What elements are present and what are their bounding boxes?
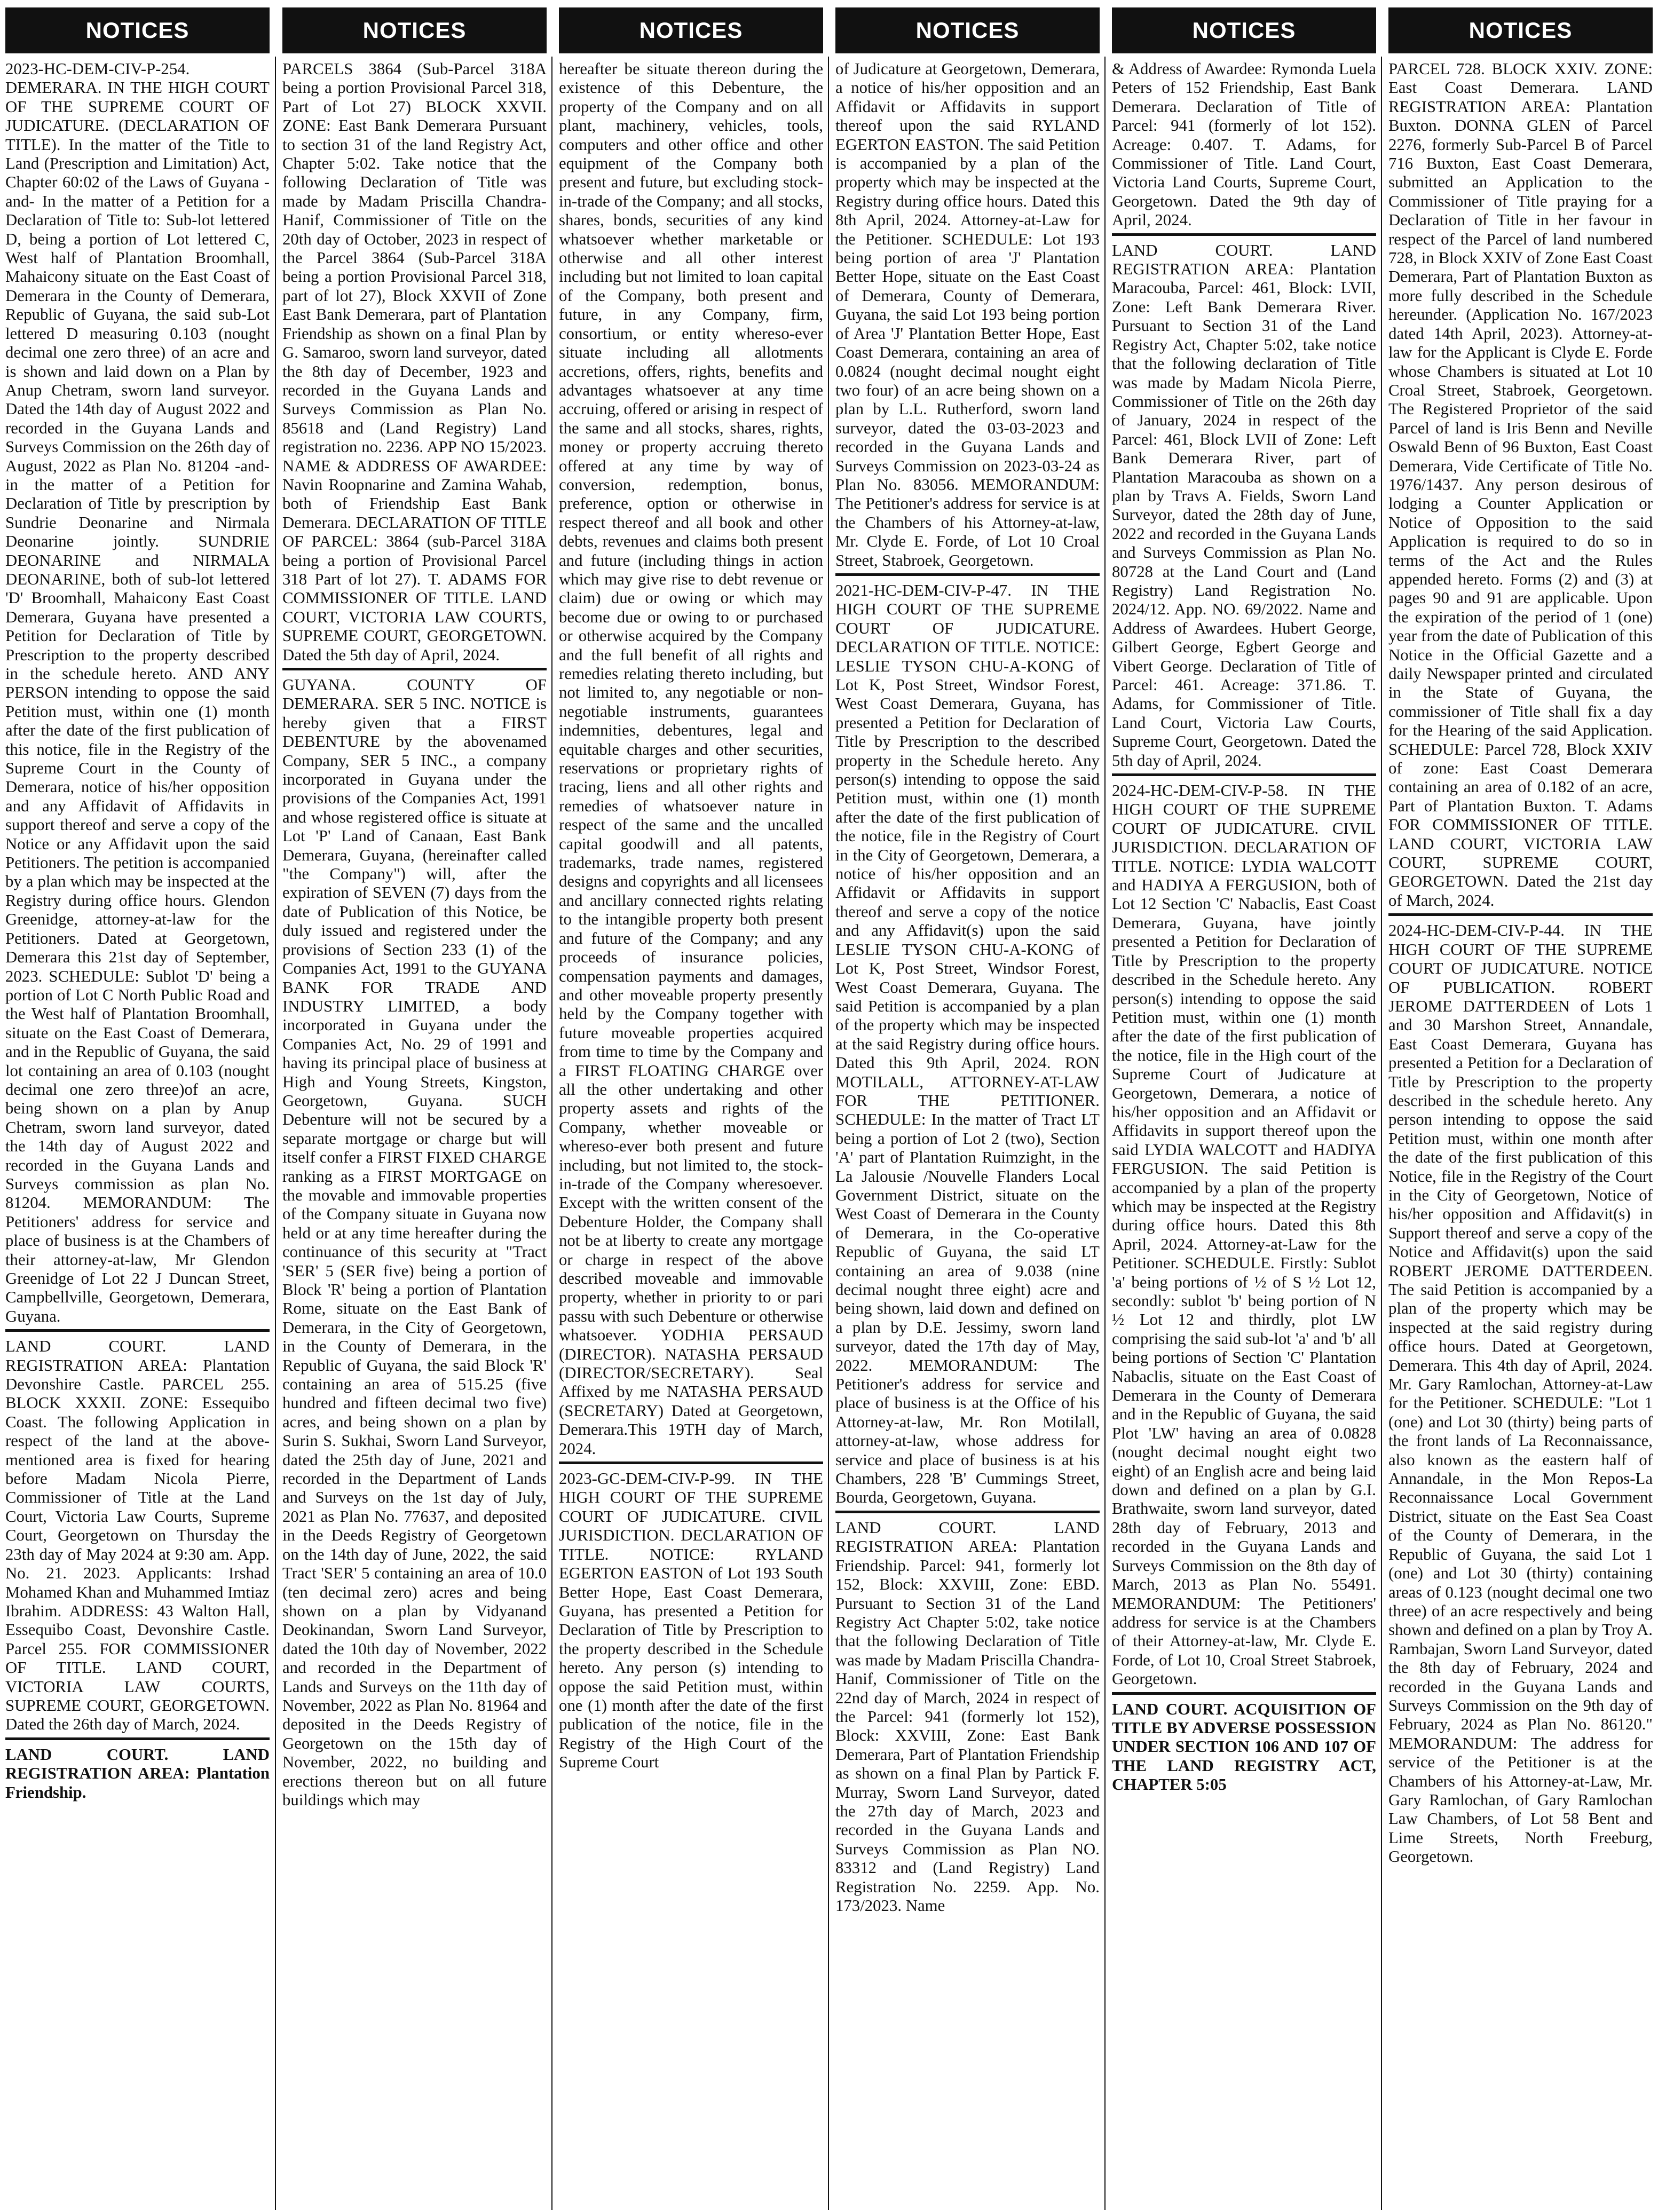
column-divider	[1381, 57, 1382, 2210]
column-3	[559, 7, 823, 2210]
notices-header: NOTICES	[282, 7, 547, 53]
notice-text: LAND COURT. LAND REGISTRATION AREA: Plantation Devonshire Castle. PARCEL 255. BLOCK XXXII. ZONE: Essequibo Coast. The following Application in respect of the land at the above-mentioned area is fixed for hearing before Madam Nicola Pierre, Commissioner of Title at the Land Court, Victoria Law Courts, Supreme Court, Georgetown on Thursday the 23th day of May 2024 at 9:30 am. App. No. 21. 2023. Applicants: Irshad Mohamed Khan and Muhammed Imtiaz Ibrahim. ADDRESS: 43 Walton Hall, Essequibo Coast, Devonshire Castle. Parcel 255. FOR COMMISSIONER OF TITLE. LAND COURT, VICTORIA LAW COURTS, SUPREME COURT, GEORGETOWN. Dated the 26th day of March, 2024.	[5, 1337, 270, 1734]
notices-header: NOTICES	[1112, 7, 1376, 53]
column-divider	[828, 57, 829, 2210]
notices-header: NOTICES	[835, 7, 1100, 53]
notice-text: 2024-HC-DEM-CIV-P-44. IN THE HIGH COURT OF THE SUPREME COURT OF JUDICATURE. NOTICE OF PUBLICATION. ROBERT JEROME DATTERDEEN of Lots 1 and 30 Marshon Street, Annandale, East Coast Demerara, Guyana has presented a Petition for a Declaration of Title by Prescription to the property described in the schedule hereto. Any person intending to oppose the said Petition must, within one month after the date of the first publication of this Notice, file in the Registry of the Court in the City of Georgetown, Notice of his/her opposition and Affidavit(s) in Support thereof and serve a copy of the Notice and Affidavit(s) upon the said ROBERT JEROME DATTERDEEN. The said Petition is accompanied by a plan of the property which may be inspected at the said registry during office hours. Dated at Georgetown, Demerara. This 4th day of April, 2024. Mr. Gary Ramlochan, Attorney-at-Law for the Petitioner. SCHEDULE: "Lot 1 (one) and Lot 30 (thirty) being parts of the front lands of La Reconnaissance, also known as the eastern half of Annandale, in the Mon Repos-La Reconnaissance Local Government District, situate on the East Sea Coast of the County of Demerara, in the Republic of Guyana, the said Lot 1 (one) and Lot 30 (thirty) containing areas of 0.123 (nought decimal one two three) of an acre respectively and being shown and defined on a plan by Troy A. Rambajan, Sworn Land Surveyor, dated the 8th day of February, 2024 and recorded in the Guyana Lands and Surveys Commission on the 9th day of February, 2024 as Plan No. 86120." MEMORANDUM: The address for service of the Petitioner is at the Chambers of his Attorney-at-Law, Mr. Gary Ramlochan, of Gary Ramlochan Law Chambers, of Lot 58 Bent and Lime Streets, North Freeburg, Georgetown.	[1388, 921, 1653, 1866]
notices-header: NOTICES	[1388, 7, 1653, 53]
notice	[1112, 781, 1376, 1695]
column-5	[1112, 7, 1376, 2210]
column-divider	[1104, 57, 1106, 2210]
notice-text: PARCELS 3864 (Sub-Parcel 318A being a portion Provisional Parcel 318, Part of Lot 27) BLOCK XXVII. ZONE: East Bank Demerara Pursuant to section 31 of the land Registry Act, Chapter 5:02. Take notice that the following Declaration of Title was made by Madam Priscilla Chandra-Hanif, Commissioner of Title on the 20th day of October, 2023 in respect of the Parcel 3864 (Sub-Parcel 318A being a portion Provisional Parcel 318, part of lot 27), Block XXVII of Zone East Bank Demerara, part of Plantation Friendship as shown on a final Plan by G. Samaroo, sworn land surveyor, dated the 8th day of December, 1923 and recorded in the Guyana Lands and Surveys Commission as Plan No. 85618 and (Land Registry) Land registration no. 2236. APP NO 15/2023. NAME & ADDRESS OF AWARDEE: Navin Roopnarine and Zamina Wahab, both of Friendship East Bank Demerara. DECLARATION OF TITLE OF PARCEL: 3864 (sub-Parcel 318A being a portion of Provisional Parcel 318 Part of lot 27). T. ADAMS FOR COMMISSIONER OF TITLE. LAND COURT, VICTORIA LAW COURTS, SUPREME COURT, GEORGETOWN. Dated the 5th day of April, 2024.	[282, 60, 547, 664]
column-1	[5, 7, 270, 2210]
notice	[835, 581, 1100, 1513]
notice-text: GUYANA. COUNTY OF DEMERARA. SER 5 INC. NOTICE is hereby given that a FIRST DEBENTURE by the abovenamed Company, SER 5 INC., a company incorporated in Guyana under the provisions of the Companies Act, 1991 and whose registered office is situate at Lot 'P' Land of Canaan, East Bank Demerara, Guyana, (hereinafter called "the Company") will, after the expiration of SEVEN (7) days from the date of Publication of this Notice, be duly issued and registered under the provisions of Section 233 (1) of the Companies Act, 1991 to the GUYANA BANK FOR TRADE AND INDUSTRY LIMITED, a body incorporated in Guyana under the Companies Act, No. 29 of 1991 and having its principal place of business at High and Young Streets, Kingston, Georgetown, Guyana. SUCH Debenture will not be secured by a separate mortgage or charge but will itself confer a FIRST FIXED CHARGE ranking as a FIRST MORTGAGE on the movable and immovable properties of the Company situate in Guyana now held or at any time hereafter during the continuance of this security at "Tract 'SER' 5 (SER five) being a portion of Block 'R' being a portion of Plantation Rome, situate on the East Bank of Demerara, in the City of Georgetown, in the County of Demerara, in the Republic of Guyana, the said Block 'R' containing an area of 515.25 (five hundred and fifteen decimal two five) acres, and being shown on a plan by Surin S. Sukhai, Sworn Land Surveyor, dated the 25th day of June, 2021 and recorded in the Department of Lands and Surveys on the 1st day of July, 2021 as Plan No. 77637, and deposited in the Deeds Registry of Georgetown on the 14th day of June, 2022, the said Tract 'SER' 5 containing an area of 10.0 (ten decimal zero) acres and being shown on a plan by Vidyanand Deokinandan, Sworn Land Surveyor, dated the 10th day of November, 2022 and recorded in the Department of Lands and Surveys on the 11th day of November, 2022 as Plan No. 81964 and deposited in the Deeds Registry of Georgetown on the 15th day of November, 2022, no building and erections thereon but on all future buildings which may	[282, 676, 547, 1809]
notice	[835, 60, 1100, 576]
column-2	[282, 7, 547, 2210]
notice-text: 2024-HC-DEM-CIV-P-58. IN THE HIGH COURT OF THE SUPREME COURT OF JUDICATURE. CIVIL JURISDICTION. DECLARATION OF TITLE. NOTICE: LYDIA WALCOTT and HADIYA A FERGUSION, both of Lot 12 Section 'C' Nabaclis, East Coast Demerara, Guyana, have jointly presented a Petition for Declaration of Title by Prescription to the property described in the Schedule hereto. Any person(s) intending to oppose the said Petition must, within one (1) month after the date of the first publication of the notice, file in the High court of the Supreme Court of Judicature at Georgetown, Demerara, a notice of his/her opposition and an Affidavit or Affidavits in support thereof upon the said LYDIA WALCOTT and HADIYA FERGUSION. The said Petition is accompanied by a plan of the property which may be inspected at the Registry during office hours. Dated this 8th April, 2024. Attorney-at-Law for the Petitioner. SCHEDULE. Firstly: Sublot 'a' being portions of ½ of S ½ Lot 12, secondly: sublot 'b' being portion of N ½ Lot 12 and thirdly, plot LW comprising the said sub-lot 'a' and 'b' all being portions of Section 'C' Plantation Nabaclis, situate on the East Coast of Demerara in the County of Demerara and in the Republic of Guyana, the said Plot 'LW' having an area of 0.0828 (nought decimal nought eight two eight) of an English acre and being laid down and defined on a plan by G.I. Brathwaite, sworn land surveyor, dated 28th day of February, 2013 and recorded in the Guyana Lands and Surveys Commission on the 8th day of March, 2013 as Plan No. 55491. MEMORANDUM: The Petitioners' address for service is at the Chambers of their Attorney-at-law, Mr. Clyde E. Forde, of Lot 10, Croal Street Stabroek, Georgetown.	[1112, 781, 1376, 1688]
notice	[5, 1745, 270, 1805]
notices-header: NOTICES	[559, 7, 823, 53]
top-rule	[0, 0, 1658, 3]
column-4	[835, 7, 1100, 2210]
notice-text: LAND COURT. LAND REGISTRATION AREA: Plantation Maracouba, Parcel: 461, Block: LVII, Zone: Left Bank Demerara River. Pursuant to Section 31 of the Land Registry Act, Chapter 5:02, take notice that the following declaration of Title was made by Madam Nicola Pierre, Commissioner of Title on the 26th day of January, 2024 in respect of the Parcel: 461, Block LVII of Zone: Left Bank Demerara River, part of Plantation Maracouba as shown on a plan by Travs A. Fields, Sworn Land Surveyor, dated the 28th day of June, 2022 and recorded in the Guyana Lands and Surveys Commission as Plan No. 80728 at the Land Court and (Land Registry) Land Registration No. 2024/12. App. NO. 69/2022. Name and Address of Awardees. Hubert George, Gilbert George, Egbert George and Vibert George. Declaration of Title of Parcel: 461. Acreage: 371.86. T. Adams, for Commissioner of Title. Land Court, Victoria Law Courts, Supreme Court, Georgetown. Dated the 5th day of April, 2024.	[1112, 241, 1376, 770]
notice-text: LAND COURT. LAND REGISTRATION AREA: Plantation Friendship. Parcel: 941, formerly lot 152, Block: XXVIII, Zone: EBD. Pursuant to Section 31 of the Land Registry Act Chapter 5:02, take notice that the following Declaration of Title was made by Madam Priscilla Chandra-Hanif, Commissioner of Title on the 22nd day of March, 2024 in respect of the Parcel: 941 (formerly lot 152), Block: XXVIII, Zone: East Bank Demerara, Part of Plantation Friendship as shown on a final Plan by Partick F. Murray, Sworn Land Surveyor, dated the 27th day of March, 2023 and recorded in the Guyana Lands and Surveys Commission as Plan NO. 83312 and (Land Registry) Land Registration No. 2259. App. No. 173/2023. Name	[835, 1518, 1100, 1915]
notice	[1112, 60, 1376, 236]
notice-text: LAND COURT. LAND REGISTRATION AREA: Plantation Friendship.	[5, 1745, 270, 1802]
notice	[282, 676, 547, 1813]
notice	[1112, 241, 1376, 776]
notice-text: LAND COURT. ACQUISITION OF TITLE BY ADVERSE POSSESSION UNDER SECTION 106 AND 107 OF THE LAND REGISTRY ACT, CHAPTER 5:05	[1112, 1700, 1376, 1794]
column-6	[1388, 7, 1653, 2210]
notice	[1388, 60, 1653, 916]
notice-text: hereafter be situate thereon during the existence of this Debenture, the property of the Company and on all plant, machinery, vehicles, tools, computers and other office and other equipment of the Company both present and future, but excluding stock-in-trade of the Company; and all stocks, shares, bonds, securities of any kind whatsoever whether marketable or otherwise and all other interest including but not limited to loan capital of the Company, both present and future, in any Company, firm, consortium, or entity whereso-ever situate including all allotments accretions, offers, rights, benefits and advantages whatsoever at any time accruing, offered or arising in respect of the same and all stocks, shares, rights, money or property accruing thereto offered at any time by way of conversion, redemption, bonus, preference, option or otherwise in respect thereof and all book and other debts, revenues and claims both present and future (including things in action which may give rise to debt revenue or claim) due or owing or which may become due or owing to or purchased or otherwise acquired by the Company and the full benefit of all rights and remedies relating thereto including, but not limited to, any negotiable or non-negotiable instruments, guarantees indemnities, debentures, legal and equitable charges and other securities, reservations or proprietary rights of tracing, liens and all other rights and remedies of whatsoever nature in respect of the same and the uncalled capital goodwill and all patents, trademarks, trade names, registered designs and copyrights and all licensees and ancillary connected rights relating to the intangible property both present and future of the Company; and any proceeds of insurance policies, compensation payments and damages, and other moveable property presently held by the Company together with future moveable properties acquired from time to time by the Company and a FIRST FLOATING CHARGE over all the other undertaking and other property assets and rights of the Company, whether moveable or whereso-ever both present and future including, but not limited to, the stock-in-trade of the Company wheresoever. Except with the written consent of the Debenture Holder, the Company shall not be at liberty to create any mortgage or charge in respect of the above described moveable and immovable property, whether in priority to or pari passu with such Debenture or otherwise whatsoever. YODHIA PERSAUD (DIRECTOR). NATASHA PERSAUD (DIRECTOR/SECRETARY). Seal Affixed by me NATASHA PERSAUD (SECRETARY) Dated at Georgetown, Demerara.This 19TH day of March, 2024.	[559, 60, 823, 1458]
notices-header: NOTICES	[5, 7, 270, 53]
notice-text: & Address of Awardee: Rymonda Luela Peters of 152 Friendship, East Bank Demerara. Declaration of Title of Parcel: 941 (formerly of lot 152). Acreage: 0.407. T. Adams, for Commissioner of Title. Land Court, Victoria Land Courts, Supreme Court, Georgetown. Dated the 9th day of April, 2024.	[1112, 60, 1376, 230]
notice-text: PARCEL 728. BLOCK XXIV. ZONE: East Coast Demerara. LAND REGISTRATION AREA: Plantation Buxton. DONNA GLEN of Parcel 2276, formerly Sub-Parcel B of Parcel 716 Buxton, East Coast Demerara, submitted an Application to the Commissioner of Title praying for a Declaration of Title in her favour in respect of the Parcel of land numbered 728, in Block XXIV of Zone East Coast Demerara, Part of Plantation Buxton as more fully described in the Schedule hereunder. (Application No. 167/2023 dated 14th April, 2023). Attorney-at-law for the Applicant is Clyde E. Forde whose Chambers is situated at Lot 10 Croal Street, Stabroek, Georgetown. The Registered Proprietor of the said Parcel of land is Iris Benn and Neville Oswald Benn of 96 Buxton, East Coast Demerara, Vide Certificate of Title No. 1976/1437. Any person desirous of lodging a Counter Application or Notice of Opposition to the said Application is required to do so in terms of the Act and the Rules appended hereto. Forms (2) and (3) at pages 90 and 91 are applicable. Upon the expiration of the period of 1 (one) year from the date of Publication of this Notice in the Official Gazette and a daily Newspaper printed and circulated in the State of Guyana, the commissioner of Title shall fix a day for the Hearing of the said Application. SCHEDULE: Parcel 728, Block XXIV of zone: East Coast Demerara containing an area of 0.182 of an acre, Part of Plantation Buxton. T. Adams FOR COMMISSIONER OF TITLE. LAND COURT, VICTORIA LAW COURT, SUPREME COURT, GEORGETOWN. Dated the 21st day of March, 2024.	[1388, 60, 1653, 910]
notice-text: 2021-HC-DEM-CIV-P-47. IN THE HIGH COURT OF THE SUPREME COURT OF JUDICATURE. DECLARATION OF TITLE. NOTICE: LESLIE TYSON CHU-A-KONG of Lot K, Post Street, Windsor Forest, West Coast Demerara, Guyana, has presented a Petition for Declaration of Title by Prescription to the described property in the Schedule hereto. Any person(s) intending to oppose the said Petition must, within one (1) month after the date of the first publication of the notice, file in the Registry of Court in the City of Georgetown, Demerara, a notice of his/her opposition and an Affidavit or Affidavits in support thereof and serve a copy of the notice and any Affidavit(s) upon the said LESLIE TYSON CHU-A-KONG of Lot K, Post Street, Windsor Forest, West Coast Demerara, Guyana. The said Petition is accompanied by a plan of the property which may be inspected at the said Registry during office hours. Dated this 9th April, 2024. RON MOTILALL, ATTORNEY-AT-LAW FOR THE PETITIONER. SCHEDULE: In the matter of Tract LT being a portion of Lot 2 (two), Section 'A' part of Plantation Ruimzight, in the La Jalousie /Nouvelle Flanders Local Government District, situate on the West Coast of Demerara in the County of Demerara, in the Co-operative Republic of Guyana, the said LT containing an area of 9.038 (nine decimal nought three eight) acre and being shown, laid down and defined on a plan by D.E. Jessimy, sworn land surveyor, dated the 17th day of May, 2022. MEMORANDUM: The Petitioner's address for service and place of business is at the Office of his Attorney-at-law, Mr. Ron Motilall, attorney-at-law, whose address for service and place of business is at his Chambers, 228 'B' Cummings Street, Bourda, Georgetown, Guyana.	[835, 581, 1100, 1507]
notice	[559, 60, 823, 1464]
notice-text: 2023-GC-DEM-CIV-P-99. IN THE HIGH COURT OF THE SUPREME COURT OF JUDICATURE. CIVIL JURISDICTION. DECLARATION OF TITLE. NOTICE: RYLAND EGERTON EASTON of Lot 193 South Better Hope, East Coast Demerara, Guyana, has presented a Petition for Declaration of Title by Prescription to the property described in the Schedule hereto. Any person (s) intending to oppose the said Petition must, within one (1) month after the date of the first publication of the notice, file in the Registry of the High Court of the Supreme Court	[559, 1470, 823, 1772]
notice	[1388, 921, 1653, 1869]
notice	[835, 1519, 1100, 1919]
notice	[1112, 1700, 1376, 1798]
notice	[282, 60, 547, 670]
notice-text: of Judicature at Georgetown, Demerara, a notice of his/her opposition and an Affidavit or Affidavits in support thereof upon the said RYLAND EGERTON EASTON. The said Petition is accompanied by a plan of the property which may be inspected at the Registry during office hours. Dated this 8th April, 2024. Attorney-at-Law for the Petitioner. SCHEDULE: Lot 193 being portion of area 'J' Plantation Better Hope, situate on the East Coast of Demerara, County of Demerara, Guyana, the said Lot 193 being portion of Area 'J' Plantation Better Hope, East Coast Demerara, containing an area of 0.0824 (nought decimal nought eight two four) of an acre being shown on a plan by L.L. Rutherford, sworn land surveyor, dated the 03-03-2023 and recorded in the Guyana Lands and Surveys Commission on 2023-03-24 as Plan No. 83056. MEMORANDUM: The Petitioner's address for service is at the Chambers of his Attorney-at-law, Mr. Clyde E. Forde, of Lot 10 Croal Street, Stabroek, Georgetown.	[835, 60, 1100, 570]
column-divider	[275, 57, 276, 2210]
notice-text: 2023-HC-DEM-CIV-P-254. DEMERARA. IN THE HIGH COURT OF THE SUPREME COURT OF JUDICATURE. (DECLARATION OF TITLE). In the matter of the Title to Land (Prescription and Limitation) Act, Chapter 60:02 of the Laws of Guyana -and- In the matter of a Petition for a Declaration of Title to: Sub-lot lettered D, being a portion of Lot lettered C, West half of Plantation Broomhall, Mahaicony situate on the East Coast of Demerara in the County of Demerara, Republic of Guyana, the said sub-Lot lettered D measuring 0.103 (nought decimal one zero three) of an acre and is shown and laid down on a Plan by Anup Chetram, sworn land surveyor. Dated the 14th day of August 2022 and recorded in the Guyana Lands and Surveys Commission on the 26th day of August, 2022 as Plan No. 81204 -and- in the matter of a Petition for Declaration of Title by prescription by Sundrie Deonarine and Nirmala Deonarine jointly. SUNDRIE DEONARINE and NIRMALA DEONARINE, both of sub-lot lettered 'D' Broomhall, Mahaicony East Coast Demerara, Guyana have presented a Petition for Declaration of Title by Prescription to the property described in the schedule hereto. AND ANY PERSON intending to oppose the said Petition must, within one (1) month after the date of the first publication of this notice, file in the Registry of the Supreme Court in the County of Demerara, notice of his/her opposition and any Affidavit of Affidavits in support thereof and serve a copy of the Notice or any Affidavit upon the said Petitioners. The petition is accompanied by a plan which may be inspected at the Registry during office hours. Glendon Greenidge, attorney-at-law for the Petitioners. Dated at Georgetown, Demerara this 21st day of September, 2023. SCHEDULE: Sublot 'D' being a portion of Lot C North Public Road and the West half of Plantation Broomhall, situate on the East Coast of Demerara, and in the Republic of Guyana, the said lot containing an area of 0.103 (nought decimal one zero three)of an acre, being shown on a plan by Anup Chetram, sworn land surveyor, dated the 14th day of August 2022 and recorded in the Guyana Lands and Surveys commission as plan No. 81204. MEMORANDUM: The Petitioners' address for service and place of business is at the Chambers of their attorney-at-law, Mr Glendon Greenidge of Lot 22 J Duncan Street, Campbellville, Georgetown, Demerara, Guyana.	[5, 60, 270, 1325]
column-divider	[551, 57, 552, 2210]
notice	[5, 60, 270, 1332]
notice	[5, 1337, 270, 1740]
notice	[559, 1470, 823, 1775]
